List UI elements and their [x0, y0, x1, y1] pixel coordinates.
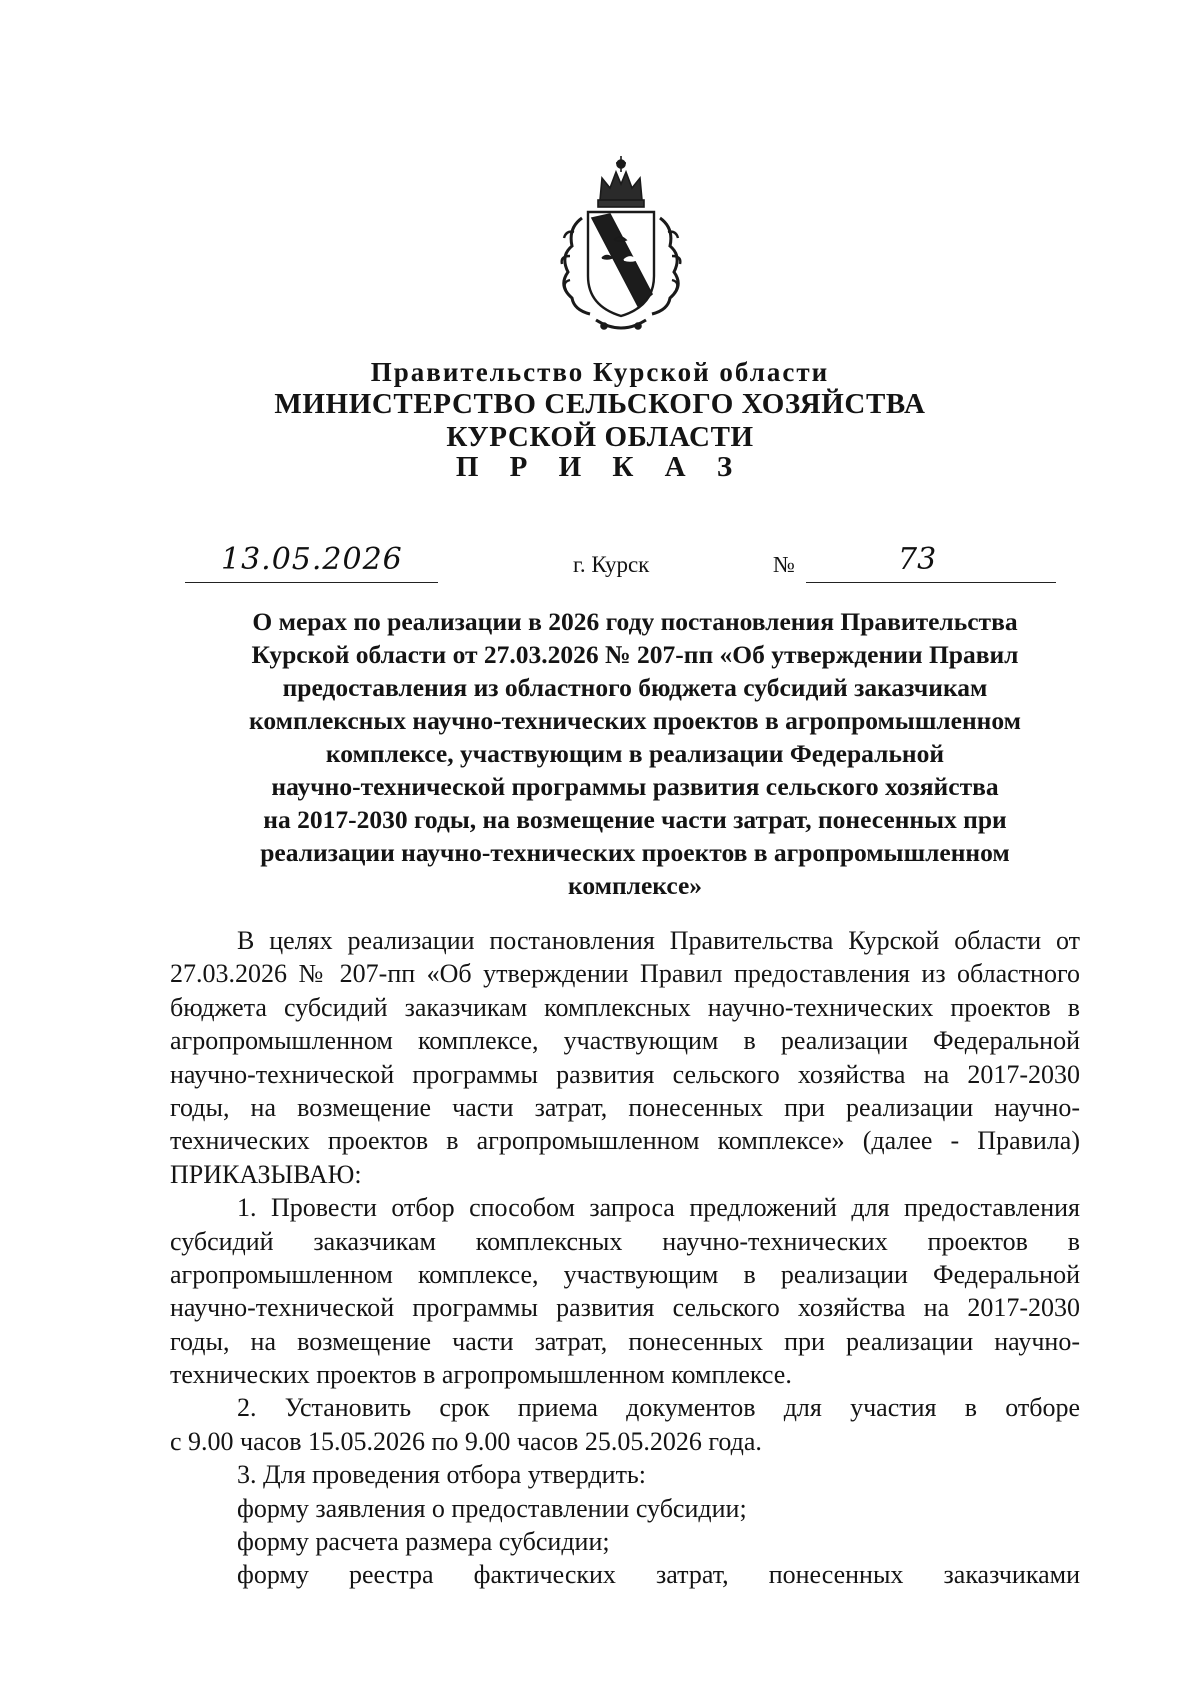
title-line: О мерах по реализации в 2026 году постановления Правительства — [252, 607, 1018, 636]
title-line: научно-технической программы развития сельского хозяйства — [271, 772, 999, 801]
body-line: агропромышленном комплексе, участвующим в реализации Федеральной — [170, 1026, 1080, 1056]
body-line: научно-технической программы развития сельского хозяйства на 2017-2030 — [170, 1293, 1080, 1323]
body-line: 27.03.2026 № 207-пп «Об утверждении Правил предоставления из областного — [170, 959, 1080, 989]
number-sign: № — [773, 552, 795, 577]
title-line: комплексе, участвующим в реализации Федеральной — [325, 739, 945, 768]
body-line: с 9.00 часов 15.05.2026 по 9.00 часов 25.05.2026 года. — [170, 1426, 762, 1456]
body-line: В целях реализации постановления Правительства Курской области от — [237, 926, 1080, 955]
date-value: 13.05.2026 — [221, 542, 403, 577]
number-field — [806, 542, 1056, 583]
body-line: 2. Установить срок приема документов для участия в отборе — [237, 1393, 1080, 1423]
body-line: годы, на возмещение части затрат, понесенных при реализации научно- — [170, 1326, 1080, 1356]
ministry-name: МИНИСТЕРСТВО СЕЛЬСКОГО ХОЗЯЙСТВА — [274, 388, 926, 420]
body-line: форму заявления о предоставлении субсидии; — [237, 1493, 747, 1523]
title-line: комплексе» — [567, 871, 703, 900]
number-value: 73 — [898, 542, 937, 577]
title-line: реализации научно-технических проектов в агропромышленном — [260, 838, 1010, 867]
body-line: 3. Для проведения отбора утвердить: — [237, 1460, 647, 1490]
title-line: Курской области от 27.03.2026 № 207-пп «Об утверждении Правил — [251, 640, 1019, 669]
government-name: Правительство Курской области — [370, 357, 830, 387]
body-line: форму реестра фактических затрат, понесенных заказчиками — [237, 1560, 1080, 1590]
title-line: комплексных научно-технических проектов в агропромышленном — [248, 706, 1021, 735]
body-line: 1. Провести отбор способом запроса предложений для предоставления — [237, 1193, 1080, 1223]
body-line: форму расчета размера субсидии; — [237, 1527, 610, 1557]
document-type: П Р И К А З — [455, 451, 745, 483]
kursk-coat-of-arms-icon — [552, 148, 690, 338]
document-title — [190, 605, 1080, 902]
body-line: технических проектов в агропромышленном комплексе. — [170, 1360, 792, 1390]
body-line: технических проектов в агропромышленном комплексе» (далее - Правила) — [170, 1126, 1080, 1156]
body-line: агропромышленном комплексе, участвующим в реализации Федеральной — [170, 1259, 1080, 1289]
date-field — [185, 542, 438, 583]
body-line: ПРИКАЗЫВАЮ: — [170, 1159, 362, 1189]
body-line: научно-технической программы развития сельского хозяйства на 2017-2030 — [170, 1059, 1080, 1089]
document-body — [170, 924, 1080, 1592]
city-label: г. Курск — [573, 552, 650, 577]
body-line: бюджета субсидий заказчикам комплексных научно-технических проектов в — [170, 992, 1080, 1022]
title-line: предоставления из областного бюджета субсидий заказчикам — [282, 673, 988, 702]
title-line: на 2017-2030 годы, на возмещение части затрат, понесенных при — [263, 805, 1007, 834]
region-name: КУРСКОЙ ОБЛАСТИ — [446, 421, 754, 453]
body-line: субсидий заказчикам комплексных научно-технических проектов в — [170, 1226, 1080, 1256]
body-line: годы, на возмещение части затрат, понесенных при реализации научно- — [170, 1092, 1080, 1122]
